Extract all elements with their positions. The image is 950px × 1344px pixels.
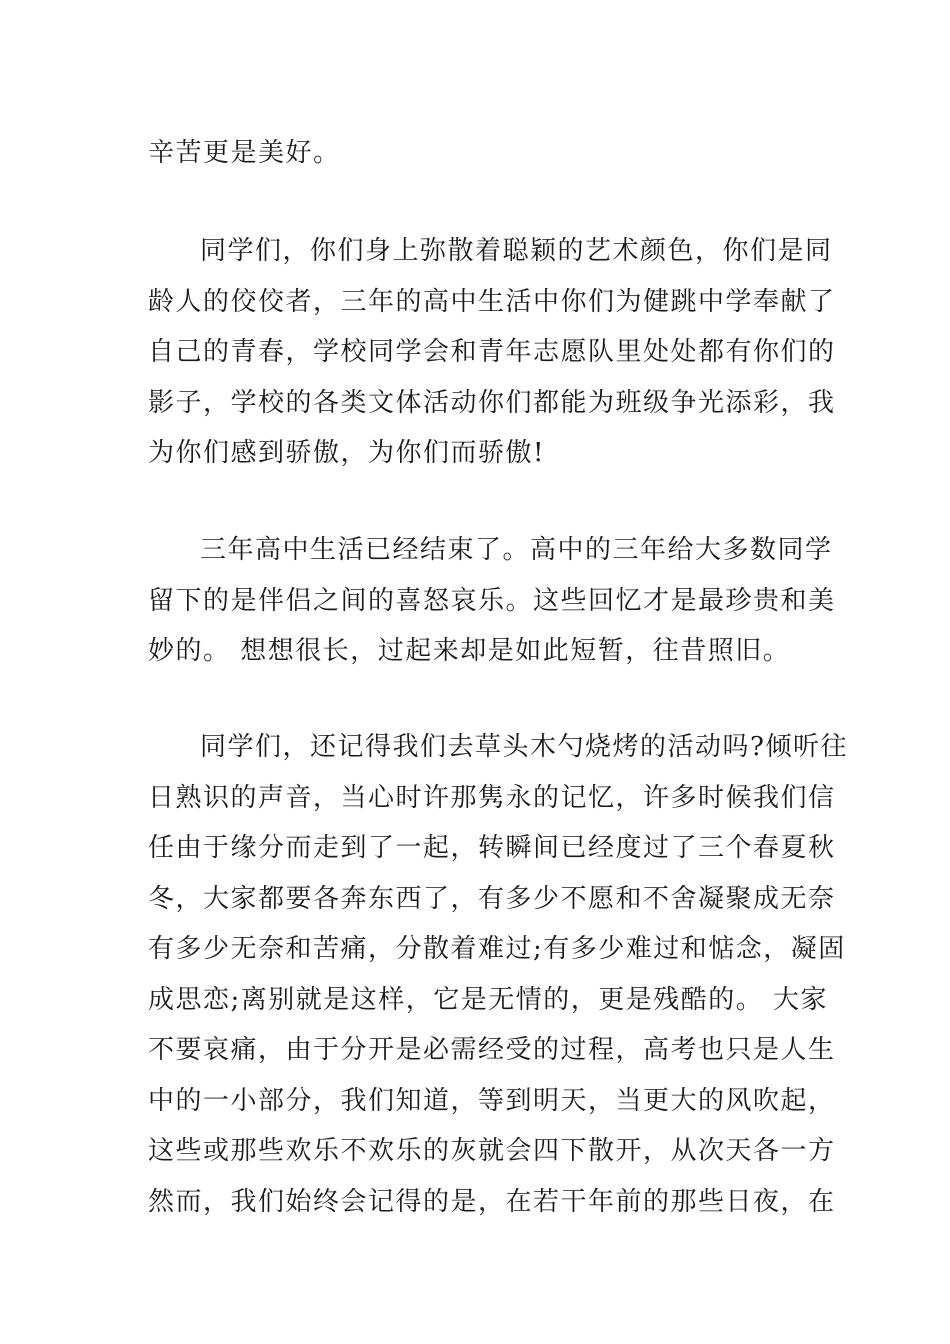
text-line: 同学们，还记得我们去草头木勺烧烤的活动吗?倾听往 xyxy=(200,732,848,762)
text-line: 日熟识的声音，当心时许那隽永的记忆，许多时候我们信 xyxy=(148,782,836,813)
text-line: 影子，学校的各类文体活动你们都能为班级争光添彩，我 xyxy=(148,387,836,418)
paragraph-2 xyxy=(148,226,836,479)
text-line: 然而，我们始终会记得的是，在若干年前的那些日夜，在 xyxy=(148,1186,836,1217)
paragraph-3 xyxy=(148,525,836,677)
text-line: 任由于缘分而走到了一起，转瞬间已经度过了三个春夏秋 xyxy=(148,833,836,863)
text-line: 妙的。 想想很长，过起来却是如此短暂，往昔照旧。 xyxy=(148,636,791,666)
text-line: 有多少无奈和苦痛，分散着难过;有多少难过和惦念，凝固 xyxy=(148,934,846,964)
text-line: 辛苦更是美好。 xyxy=(148,138,341,168)
text-line: 中的一小部分，我们知道，等到明天，当更大的风吹起， xyxy=(148,1085,836,1116)
paragraph-4 xyxy=(148,722,848,1227)
text-line: 不要哀痛，由于分开是必需经受的过程，高考也只是人生 xyxy=(148,1035,836,1065)
text-line: 成思恋;离别就是这样，它是无情的，更是残酷的。 大家 xyxy=(148,984,829,1015)
text-line: 同学们，你们身上弥散着聪颖的艺术颜色，你们是同 xyxy=(200,236,833,266)
text-line: 冬，大家都要各奔东西了，有多少不愿和不舍凝聚成无奈 xyxy=(148,883,836,914)
text-line: 龄人的佼佼者，三年的高中生活中你们为健跳中学奉献了 xyxy=(148,286,836,317)
text-line: 这些或那些欢乐不欢乐的灰就会四下散开，从次天各一方 xyxy=(148,1136,836,1166)
paragraph-1 xyxy=(148,128,808,179)
text-line: 三年高中生活已经结束了。高中的三年给大多数同学 xyxy=(200,535,833,565)
text-line: 留下的是伴侣之间的喜怒哀乐。这些回忆才是最珍贵和美 xyxy=(148,585,836,616)
text-line: 自己的青春，学校同学会和青年志愿队里处处都有你们的 xyxy=(148,337,836,367)
text-line: 为你们感到骄傲，为你们而骄傲! xyxy=(148,438,545,468)
